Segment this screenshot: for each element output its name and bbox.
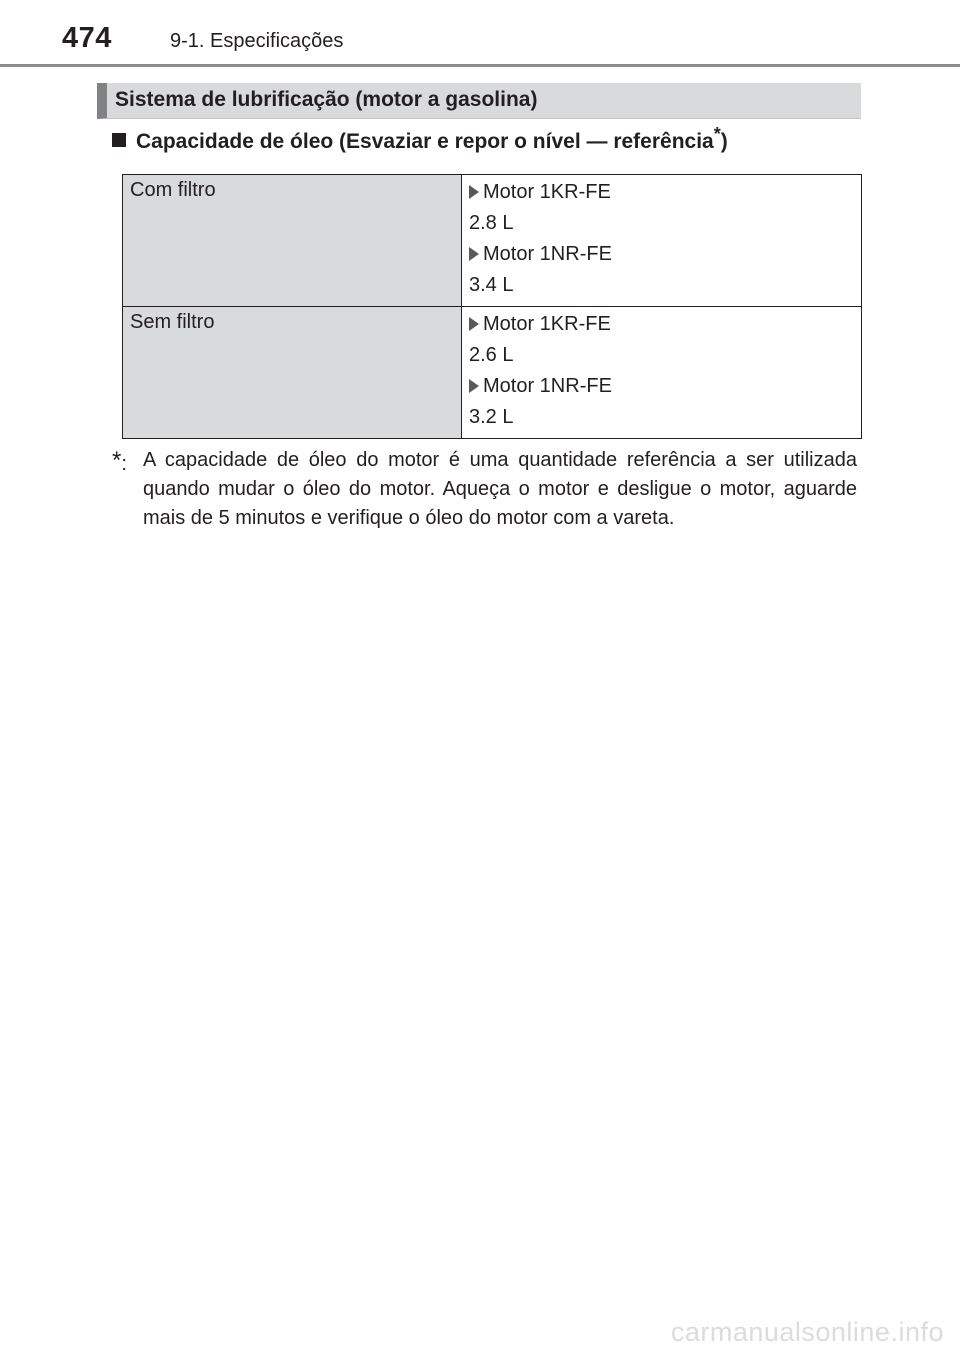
engine-name: Motor 1NR-FE [483, 243, 612, 265]
footnote [112, 446, 857, 533]
page-header [0, 0, 960, 70]
section-title: Sistema de lubrificação (motor a gasolina) [115, 88, 538, 111]
subsection-close: ) [720, 130, 728, 153]
row-label: Com filtro [130, 179, 216, 201]
engine-entry [469, 179, 854, 210]
page-number: 474 [62, 22, 112, 54]
header-rule [0, 64, 960, 67]
right-triangle-pointer-icon [469, 379, 479, 393]
row-label-cell [123, 175, 462, 307]
engine-name: Motor 1NR-FE [483, 375, 612, 397]
subsection-title: Capacidade de óleo (Esvaziar e repor o nível — referência [136, 130, 714, 153]
right-triangle-pointer-icon [469, 317, 479, 331]
engine-name: Motor 1KR-FE [483, 181, 611, 203]
filled-square-bullet-icon [112, 133, 126, 147]
capacity-value: 2.6 L [469, 344, 514, 366]
engine-name: Motor 1KR-FE [483, 313, 611, 335]
table-row [123, 307, 862, 439]
engine-entry [469, 241, 854, 272]
row-value-cell [462, 307, 862, 439]
engine-entry [469, 373, 854, 404]
row-label-cell [123, 307, 462, 439]
watermark: carmanualsonline.info [670, 1317, 944, 1347]
row-value-cell [462, 175, 862, 307]
capacity-value: 2.8 L [469, 212, 514, 234]
engine-entry [469, 311, 854, 342]
subsection-heading [112, 124, 728, 154]
footnote-separator: : [121, 453, 127, 475]
capacity-value: 3.2 L [469, 406, 514, 428]
right-triangle-pointer-icon [469, 247, 479, 261]
capacity-value: 3.4 L [469, 274, 514, 296]
right-triangle-pointer-icon [469, 185, 479, 199]
section-heading-bar [97, 83, 861, 119]
footnote-text: A capacidade de óleo do motor é uma quantidade referência a ser utilizada quando mudar o óleo do motor. Aqueça o motor e desligue o motor, aguarde mais de 5 minutos e verifique o óleo do motor com a vareta. [143, 449, 857, 529]
asterisk-marker: * [713, 124, 721, 144]
chapter-title: 9-1. Especificações [170, 30, 344, 52]
row-label: Sem filtro [130, 311, 215, 333]
oil-capacity-table [122, 174, 862, 439]
table-row [123, 175, 862, 307]
footnote-asterisk: * [112, 447, 122, 474]
footnote-marker [112, 446, 127, 479]
